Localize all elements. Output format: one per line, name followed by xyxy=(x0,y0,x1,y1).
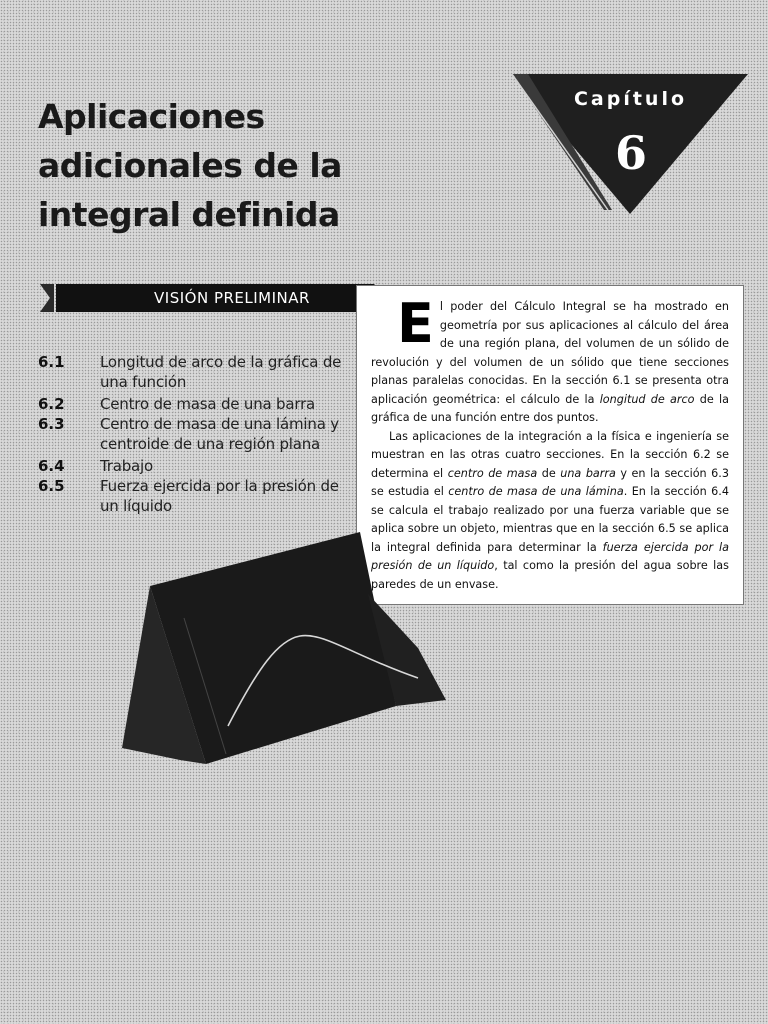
intro-text: y en la sección 6.3 se estudia el xyxy=(371,466,729,498)
section-number: 6.2 xyxy=(38,395,65,413)
chapter-title-line-3: integral definida xyxy=(38,195,340,234)
intro-emphasis: una barra xyxy=(560,466,616,480)
section-list xyxy=(38,352,353,516)
section-item xyxy=(38,476,353,516)
intro-emphasis: fuerza ejercida por la presión de un líquido xyxy=(371,540,729,572)
section-item xyxy=(38,456,353,476)
section-item xyxy=(38,414,353,454)
drop-cap: E xyxy=(397,292,434,355)
section-item xyxy=(38,352,353,392)
intro-text: de xyxy=(537,466,561,480)
chapter-title xyxy=(38,92,342,239)
section-title: Longitud de arco de la gráfica de una función xyxy=(100,353,342,391)
section-title: Centro de masa de una barra xyxy=(100,395,316,413)
intro-text: , tal como la presión del agua sobre las paredes de un envase. xyxy=(371,559,729,591)
preview-banner xyxy=(40,282,392,318)
intro-text: l poder del Cálculo Integral se ha mostrado en geometría por sus aplicaciones al cálculo del área de una región plana, del volumen de un sólido de revolución y del volumen de un sólido que tiene secciones planas paralelas conocidas. En la sección 6.1 se presenta otra aplicación geométrica: el cálculo de la xyxy=(371,300,729,406)
intro-text: Las aplicaciones de la integración a la física e ingeniería se muestran en las otras cuatro secciones. En la sección 6.2 se determina el xyxy=(371,429,729,480)
chapter-badge xyxy=(508,70,753,218)
section-number: 6.1 xyxy=(38,353,65,371)
section-title: Centro de masa de una lámina y centroide de una región plana xyxy=(100,415,339,453)
chapter-number: 6 xyxy=(614,126,647,180)
curve-illustration xyxy=(118,528,448,764)
chapter-title-line-1: Aplicaciones xyxy=(38,97,265,136)
chapter-label: Capítulo xyxy=(573,88,688,110)
intro-text: de la gráfica de una función entre dos puntos. xyxy=(371,392,729,424)
section-number: 6.3 xyxy=(38,415,65,433)
intro-emphasis: centro de masa de una lámina xyxy=(448,485,624,498)
intro-emphasis: centro de masa xyxy=(447,466,538,480)
preview-label: VISIÓN PRELIMINAR xyxy=(154,289,310,307)
folded-sheet-curve-icon xyxy=(118,528,448,764)
section-number: 6.4 xyxy=(38,457,65,475)
section-title: Trabajo xyxy=(100,457,153,475)
chapter-title-line-2: adicionales de la xyxy=(38,146,342,185)
intro-text: . En la sección 6.4 se calcula el trabajo realizado por una fuerza variable que se aplica sobre un objeto, mientras que en la sección 6.5 se aplica la integral definida para determinar la xyxy=(371,485,729,554)
section-number: 6.5 xyxy=(38,477,65,495)
section-title: Fuerza ejercida por la presión de un líquido xyxy=(100,477,339,515)
intro-emphasis: longitud de arco xyxy=(599,392,695,406)
section-item xyxy=(38,394,353,414)
